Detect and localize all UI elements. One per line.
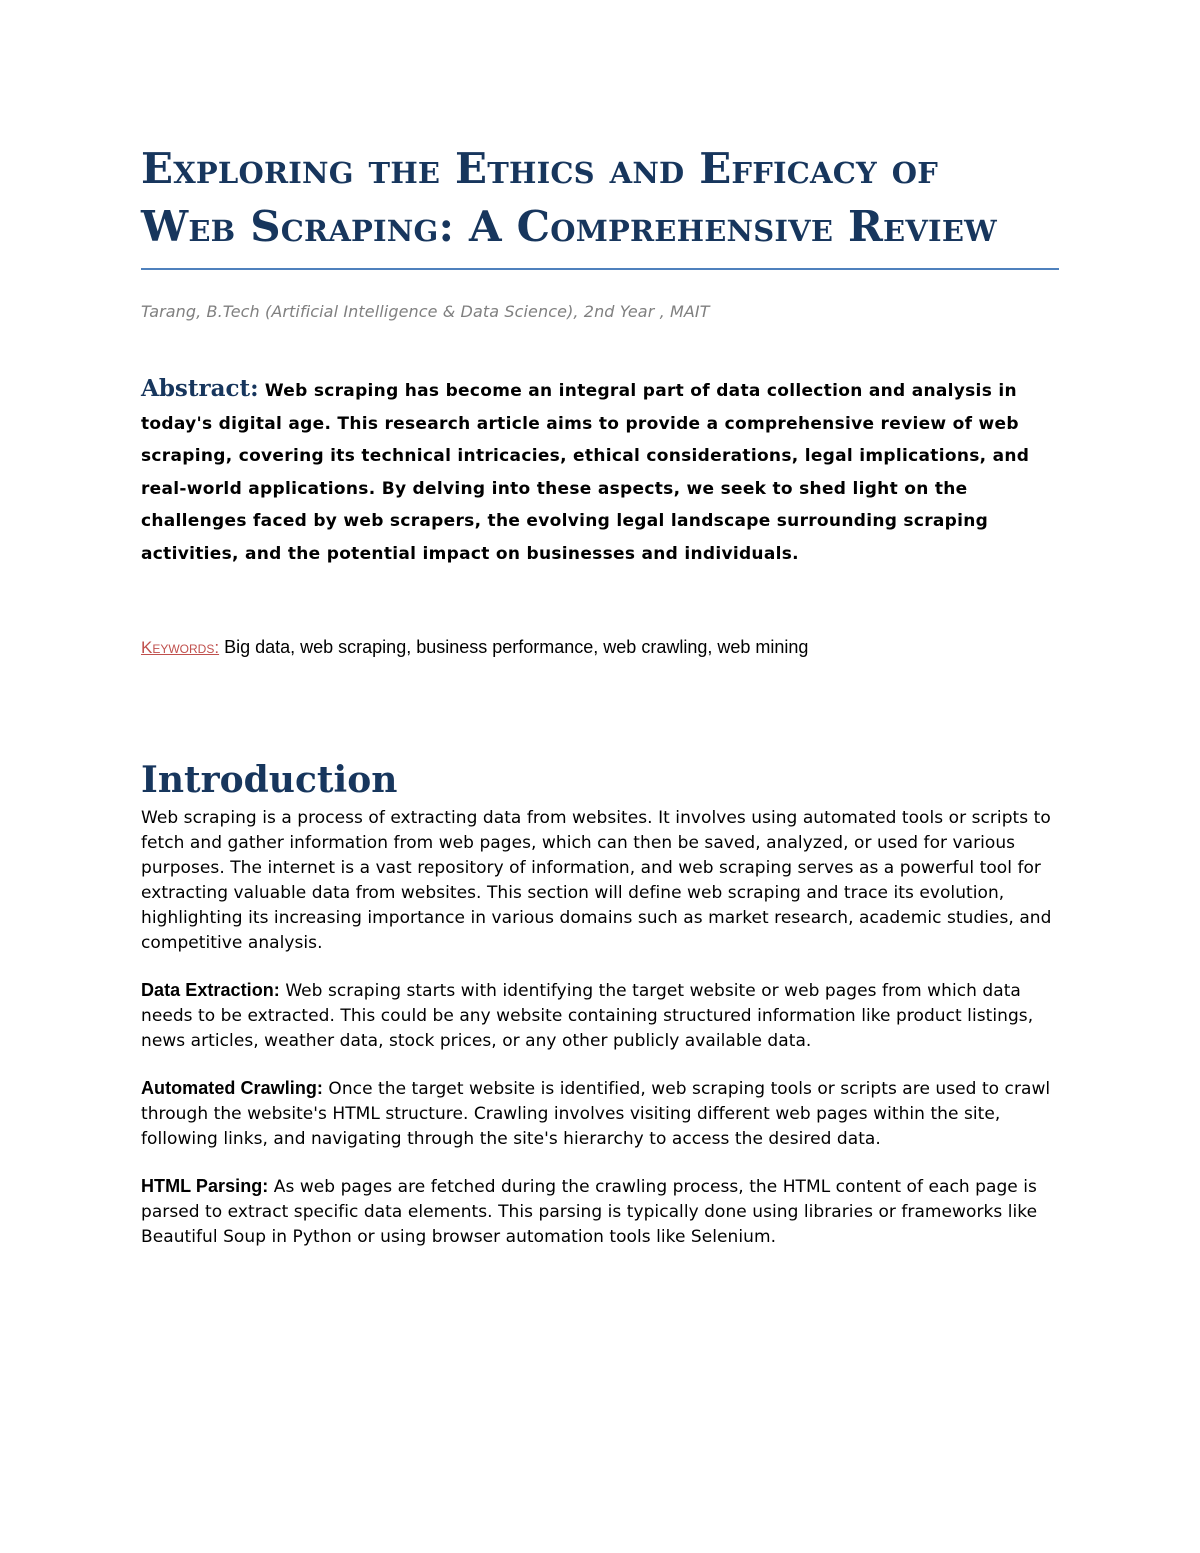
title-underline-rule xyxy=(141,268,1059,270)
section-term: HTML Parsing: xyxy=(141,1175,269,1196)
section-term: Data Extraction: xyxy=(141,979,280,1000)
abstract-label: Abstract: xyxy=(141,375,259,402)
keywords-label: Keywords: xyxy=(141,637,220,657)
section-automated-crawling xyxy=(141,1076,1059,1152)
keywords xyxy=(141,637,1059,658)
section-text: As web pages are fetched during the crawling process, the HTML content of each page is parsed to extract specific data elements. This parsing is typically done using libraries or frameworks like Beautiful Soup in Python or using browser automation tools like Selenium. xyxy=(141,1176,1038,1247)
section-text: Web scraping starts with identifying the target website or web pages from which data needs to be extracted. This could be any website containing structured information like product listings, news articles, weather data, stock prices, or any other publicly available data. xyxy=(141,980,1034,1051)
section-text: Once the target website is identified, web scraping tools or scripts are used to crawl through the website's HTML structure. Crawling involves visiting different web pages within the site, following links, and navigating through the site's hierarchy to access the desired data. xyxy=(141,1078,1051,1149)
author-line: Tarang, B.Tech (Artificial Intelligence & Data Science), 2nd Year , MAIT xyxy=(141,302,710,321)
paper-page xyxy=(141,140,1059,1250)
introduction-heading: Introduction xyxy=(141,758,398,801)
abstract-text: Web scraping has become an integral part of data collection and analysis in today's digital age. This research article aims to provide a comprehensive review of web scraping, covering its technical intricacies, ethical considerations, legal implications, and real-world applications. By delving into these aspects, we seek to shed light on the challenges faced by web scrapers, the evolving legal landscape surrounding scraping activities, and the potential impact on businesses and individuals. xyxy=(141,381,1030,564)
section-term: Automated Crawling: xyxy=(141,1077,323,1098)
introduction-paragraph: Web scraping is a process of extracting data from websites. It involves using automated tools or scripts to fetch and gather information from web pages, which can then be saved, analyzed, or used for various purposes. The internet is a vast repository of information, and web scraping serves as a powerful tool for extracting valuable data from websites. This section will define web scraping and trace its evolution, highlighting its increasing importance in various domains such as market research, academic studies, and competitive analysis. xyxy=(141,807,1052,953)
section-data-extraction xyxy=(141,978,1059,1054)
section-html-parsing xyxy=(141,1174,1059,1250)
paper-title-line-1: Exploring the Ethics and Efficacy of xyxy=(141,144,939,193)
paper-title xyxy=(141,140,1059,256)
abstract xyxy=(141,373,1059,571)
paper-title-line-2: Web Scraping: A Comprehensive Review xyxy=(141,202,997,251)
keywords-text: Big data, web scraping, business performance, web crawling, web mining xyxy=(224,636,809,657)
